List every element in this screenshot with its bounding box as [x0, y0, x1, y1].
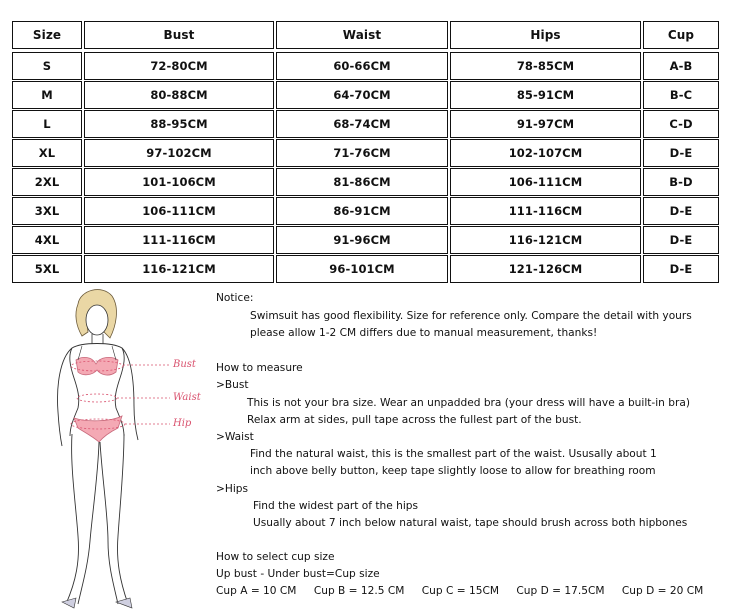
- table-cell-hips: 91-97CM: [450, 110, 641, 138]
- bust-line-1: This is not your bra size. Wear an unpadded bra (your dress will have a built-in bra): [247, 397, 690, 409]
- bust-title: >Bust: [216, 379, 249, 391]
- waist-line-1: Find the natural waist, this is the smallest part of the waist. Ususally about 1: [250, 448, 657, 460]
- cup-title: How to select cup size: [216, 551, 335, 563]
- notice-line-1: Swimsuit has good flexibility. Size for reference only. Compare the detail with yours: [250, 310, 692, 322]
- table-cell-size: S: [12, 52, 82, 80]
- table-cell-size: XL: [12, 139, 82, 167]
- table-cell-cup: A-B: [643, 52, 719, 80]
- waist-line-2: inch above belly button, keep tape slightly loose to allow for breathing room: [250, 465, 656, 477]
- table-cell-waist: 96-101CM: [276, 255, 448, 283]
- notice-title: Notice:: [216, 292, 254, 304]
- woman-figure-illustration: [20, 286, 210, 611]
- table-cell-bust: 72-80CM: [84, 52, 274, 80]
- table-header-hips: Hips: [450, 21, 641, 49]
- waist-title: >Waist: [216, 431, 254, 443]
- table-header-size: Size: [12, 21, 82, 49]
- table-cell-bust: 80-88CM: [84, 81, 274, 109]
- hips-title: >Hips: [216, 483, 249, 495]
- table-cell-bust: 106-111CM: [84, 197, 274, 225]
- table-cell-cup: B-C: [643, 81, 719, 109]
- table-cell-bust: 116-121CM: [84, 255, 274, 283]
- table-cell-bust: 97-102CM: [84, 139, 274, 167]
- how-to-measure-title: How to measure: [216, 362, 303, 374]
- table-cell-hips: 111-116CM: [450, 197, 641, 225]
- table-cell-hips: 102-107CM: [450, 139, 641, 167]
- table-cell-cup: D-E: [643, 197, 719, 225]
- table-cell-cup: D-E: [643, 255, 719, 283]
- table-cell-waist: 64-70CM: [276, 81, 448, 109]
- hip-label: Hip: [173, 418, 192, 429]
- table-cell-hips: 85-91CM: [450, 81, 641, 109]
- cup-formula: Up bust - Under bust=Cup size: [216, 568, 380, 580]
- table-cell-size: M: [12, 81, 82, 109]
- cup-size-item: Cup B = 12.5 CM: [313, 585, 405, 597]
- table-cell-size: 2XL: [12, 168, 82, 196]
- notice-line-2: please allow 1-2 CM differs due to manual measurement, thanks!: [250, 327, 598, 339]
- table-cell-cup: D-E: [643, 139, 719, 167]
- table-cell-size: 3XL: [12, 197, 82, 225]
- table-cell-bust: 101-106CM: [84, 168, 274, 196]
- table-cell-bust: 111-116CM: [84, 226, 274, 254]
- bust-line-2: Relax arm at sides, pull tape across the fullest part of the bust.: [247, 414, 582, 426]
- cup-size-item: Cup D = 20 CM: [621, 585, 704, 597]
- table-header-waist: Waist: [276, 21, 448, 49]
- table-cell-waist: 81-86CM: [276, 168, 448, 196]
- cup-size-item: Cup D = 17.5CM: [516, 585, 605, 597]
- cup-size-list: [216, 585, 717, 597]
- table-cell-size: L: [12, 110, 82, 138]
- table-cell-waist: 71-76CM: [276, 139, 448, 167]
- hips-line-2: Usually about 7 inch below natural waist, tape should brush across both hipbones: [253, 517, 688, 529]
- table-cell-waist: 91-96CM: [276, 226, 448, 254]
- table-cell-waist: 86-91CM: [276, 197, 448, 225]
- bust-label: Bust: [173, 359, 196, 370]
- table-cell-hips: 121-126CM: [450, 255, 641, 283]
- cup-size-item: Cup A = 10 CM: [216, 585, 297, 597]
- hips-line-1: Find the widest part of the hips: [253, 500, 419, 512]
- table-cell-hips: 106-111CM: [450, 168, 641, 196]
- table-cell-size: 5XL: [12, 255, 82, 283]
- body-measurement-figure: [20, 286, 210, 611]
- table-cell-hips: 78-85CM: [450, 52, 641, 80]
- table-cell-cup: C-D: [643, 110, 719, 138]
- table-cell-hips: 116-121CM: [450, 226, 641, 254]
- table-cell-waist: 68-74CM: [276, 110, 448, 138]
- table-header-cup: Cup: [643, 21, 719, 49]
- table-header-bust: Bust: [84, 21, 274, 49]
- cup-size-item: Cup C = 15CM: [421, 585, 500, 597]
- table-cell-waist: 60-66CM: [276, 52, 448, 80]
- table-cell-size: 4XL: [12, 226, 82, 254]
- table-cell-cup: B-D: [643, 168, 719, 196]
- size-chart-table: [12, 21, 719, 284]
- table-cell-bust: 88-95CM: [84, 110, 274, 138]
- table-cell-cup: D-E: [643, 226, 719, 254]
- waist-label: Waist: [173, 392, 201, 403]
